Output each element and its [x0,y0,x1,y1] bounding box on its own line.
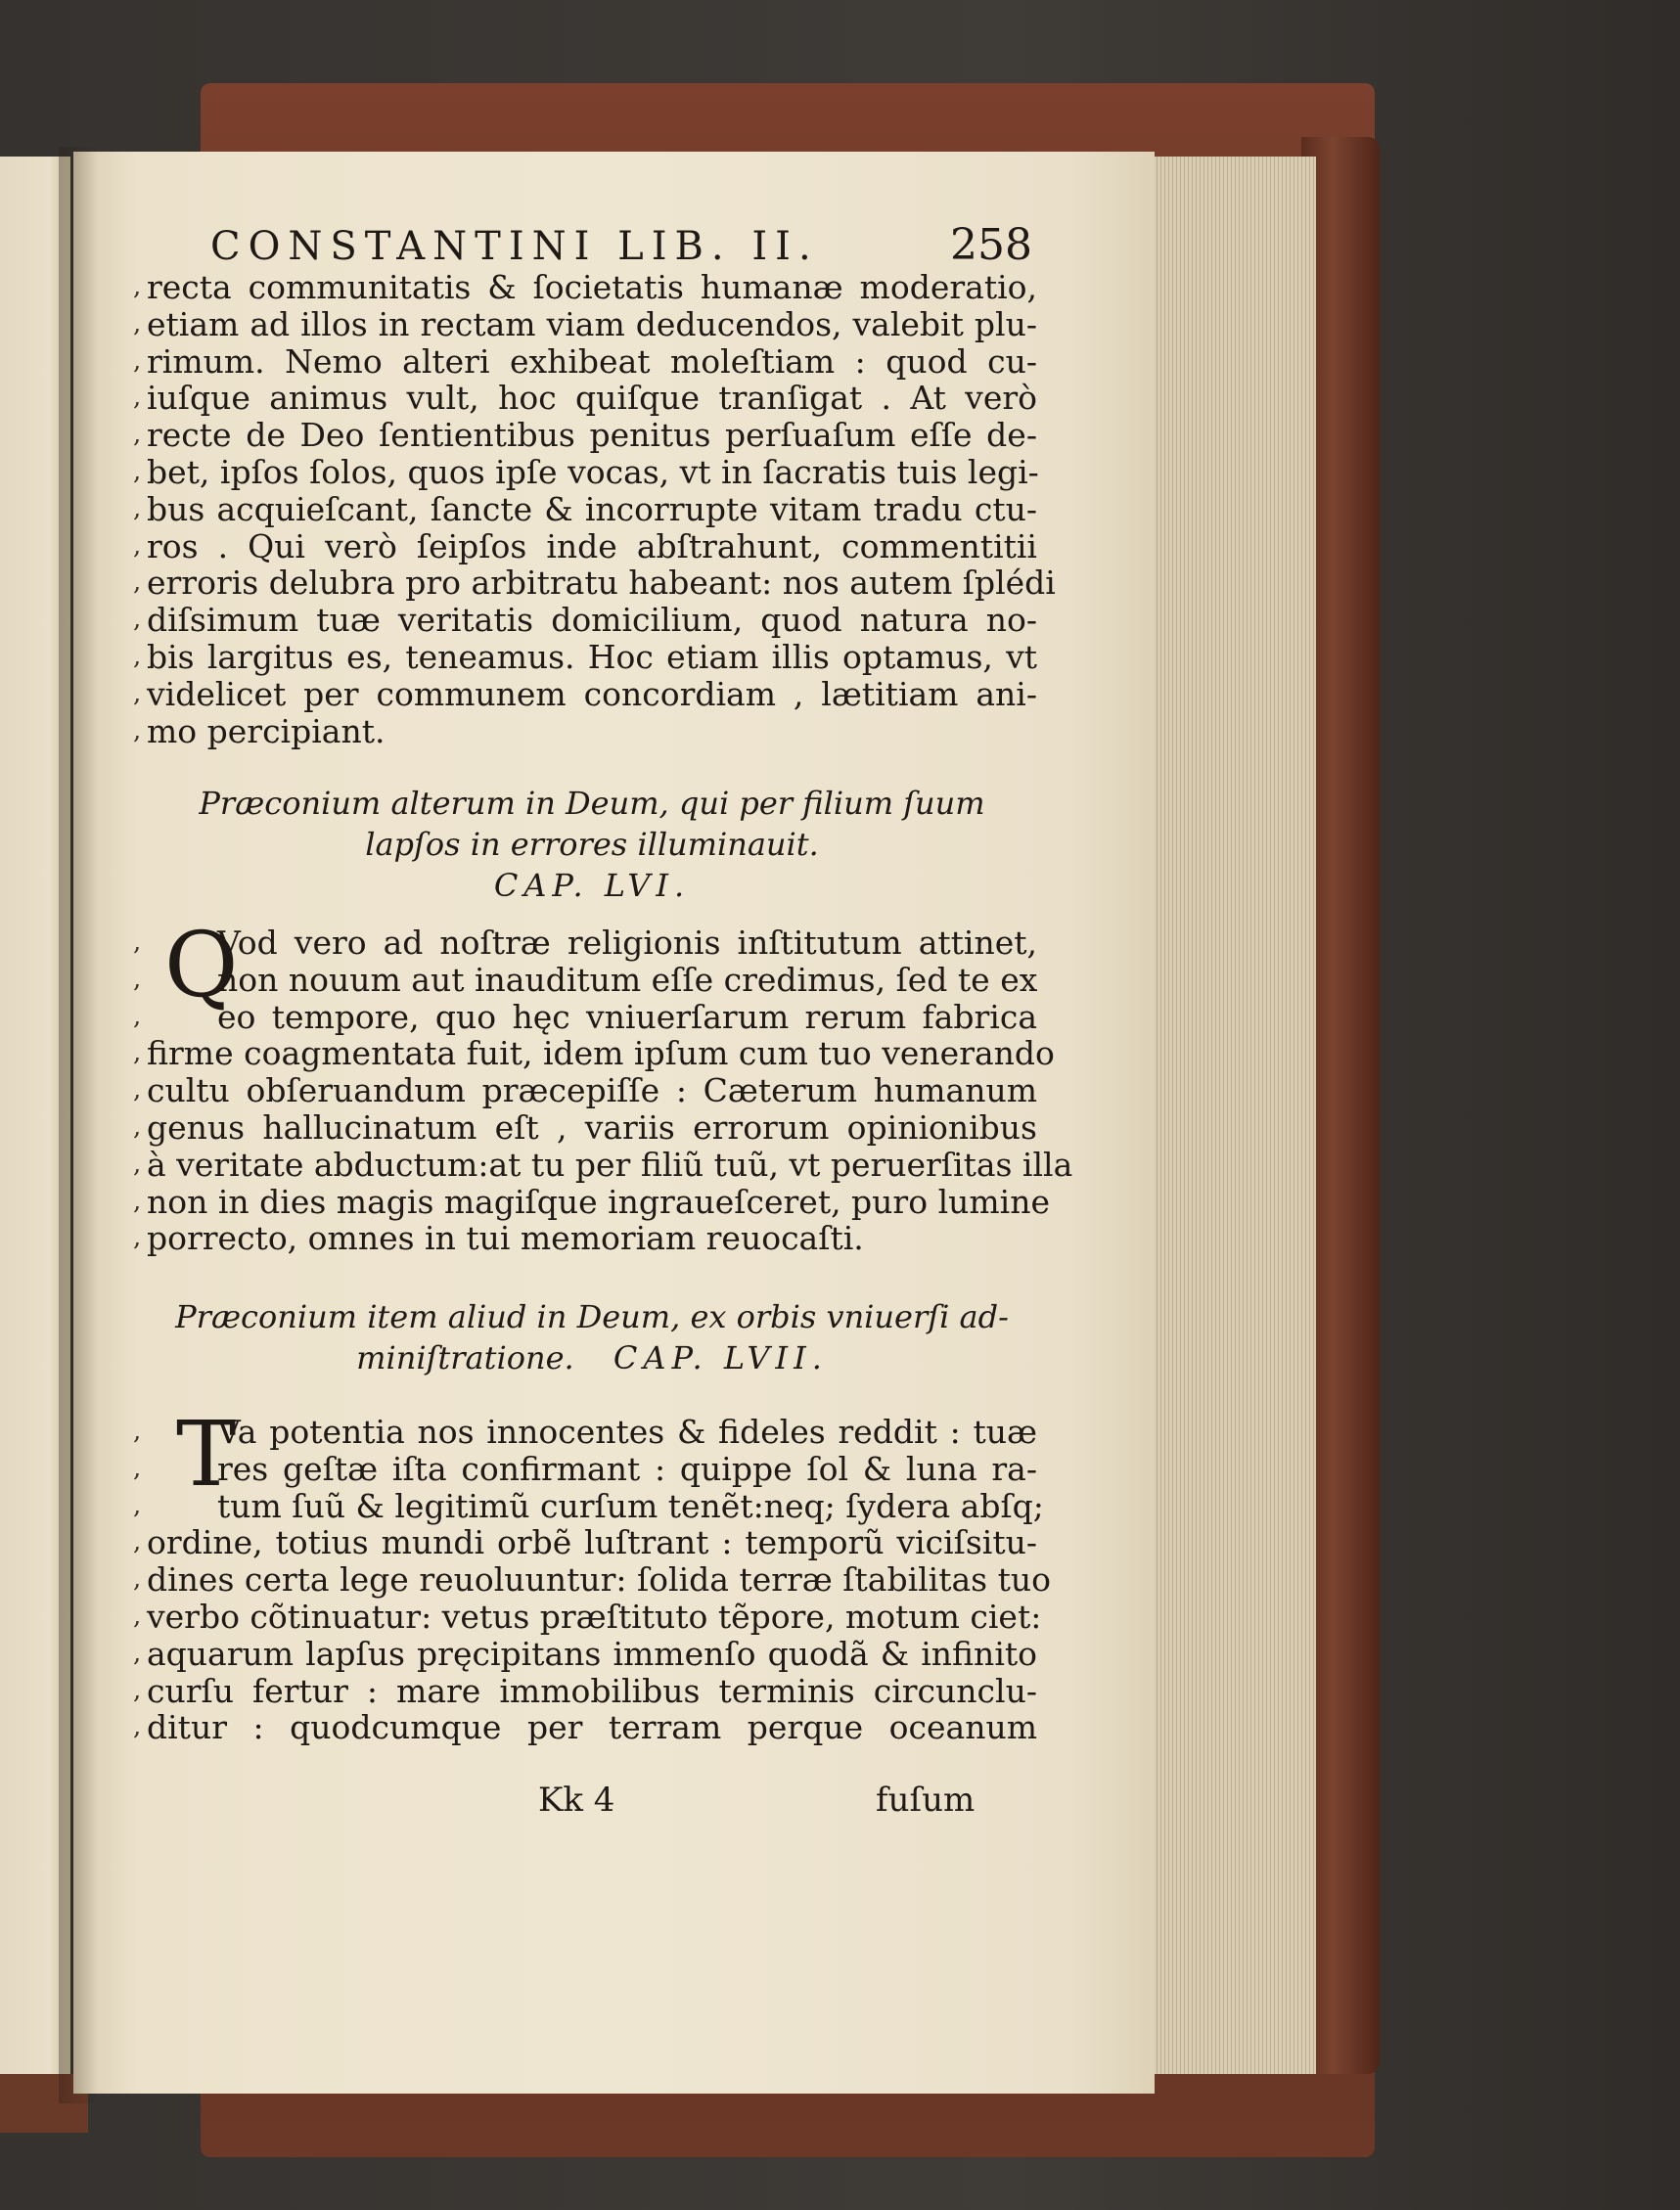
text-block-continuation [133,268,1056,750]
text-line: , bis largitus es, teneamus. Hoc etiam illis optamus, vt [133,637,1037,676]
page-number: 258 [950,220,1032,270]
heading-line: Præconium item aliud in Deum, ex orbis vniuerſi ad- [175,1298,1009,1335]
text-line: , recte de Deo ſentientibus penitus perſuaſum eſſe de- [133,416,1037,455]
text-line: , verbo cõtinuatur: vetus præſtituto tẽpore, motum ciet: [133,1597,1042,1636]
text-line: , firme coagmentata fuit, idem ipſum cum tuo venerando [133,1034,1055,1073]
text-line: , iuſque animus vult, hoc quiſque tranſigat . At verò [133,379,1037,418]
drop-capital: Q [164,913,239,1017]
text-line: , ditur : quodcumque per terram perque oceanum [133,1708,1037,1747]
heading-line: lapſos in errores illuminauit. [365,826,819,863]
text-line: , bus acquieſcant, ſancte & incorrupte vitam tradu ctu- [133,489,1037,528]
chapter-label: CAP. LVI. [493,867,691,904]
text-line: , diſsimum tuæ veritatis domicilium, quod natura no- [133,601,1037,640]
text-line: , eo tempore, quo hęc vniuerſarum rerum fabrica [133,997,1037,1036]
text-line: , porrecto, omnes in tui memoriam reuocaſti. [133,1219,864,1258]
text-line: , genus hallucinatum eſt , variis errorum opinionibus [133,1107,1037,1147]
chapter-label: CAP. LVII. [613,1339,828,1376]
text-line: , recta communitatis & ſocietatis humanæ moderatio, [133,268,1037,306]
text-line: , cultu obſeruandum præcepiſſe : Cæterum humanum [133,1071,1037,1110]
text-line: , non in dies magis magiſque ingraueſceret, puro lumine [133,1182,1051,1221]
text-line: , erroris delubra pro arbitratu habeant: nos autem ſplédi [133,564,1056,603]
heading-line: Præconium alterum in Deum, qui per filium ſuum [199,785,985,822]
text-line: , videlicet per communem concordiam , lætitiam ani- [133,674,1037,713]
page-header [210,220,1032,270]
text-line: , bet, ipſos ſolos, quos ipſe vocas, vt in ſacratis tuis legi- [133,452,1039,491]
chapter-heading-57 [147,1296,1037,1378]
heading-line: miniſtratione. CAP. LVII. [356,1339,828,1376]
text-line: , tum ſuũ & legitimũ curſum tenẽt:neq; ſydera abſq; [133,1486,1044,1525]
text-line: , ros . Qui verò ſeipſos inde abſtrahunt, commentitii [133,526,1037,565]
text-line: , aquarum lapſus pręcipitans immenſo quodã & infinito [133,1634,1037,1673]
text-line: , à veritate abductum:at tu per filiũ tuũ, vt peruerſitas illa [133,1145,1073,1184]
text-line: , Vod vero ad noſtræ religionis inſtitutum attinet, [133,924,1037,962]
text-line: , Va potentia nos innocentes & fideles reddit : tuæ [133,1413,1037,1451]
text-block-chapter-56 [133,913,1073,1258]
chapter-heading-56 [147,783,1037,906]
text-line: , curſu fertur : mare immobilibus terminis circunclu- [133,1671,1037,1710]
gutter-shadow [59,147,98,2103]
book-page [73,152,1155,2094]
catchword: fuſum [876,1781,976,1820]
text-block-chapter-57 [133,1402,1051,1747]
text-line: , ordine, totius mundi orbẽ luſtrant : temporũ viciſsitu- [133,1523,1037,1562]
page-edges-stack [1150,157,1316,2074]
drop-capital: T [176,1402,237,1507]
text-line: , non nouum aut inauditum eſſe credimus, ſed te ex [133,960,1038,999]
text-line: , res geſtæ iſta confirmant : quippe ſol & luna ra- [133,1449,1037,1488]
text-line: , etiam ad illos in rectam viam deducendos, valebit plu- [133,304,1037,343]
text-line: , dines certa lege reuoluuntur: ſolida terræ ſtabilitas tuo [133,1560,1051,1600]
running-title: CONSTANTINI LIB. II. [210,224,819,269]
text-line: , rimum. Nemo alteri exhibeat moleſtiam : quod cu- [133,341,1037,381]
signature-mark: Kk 4 [538,1781,615,1820]
text-line: , mo percipiant. [133,711,386,750]
